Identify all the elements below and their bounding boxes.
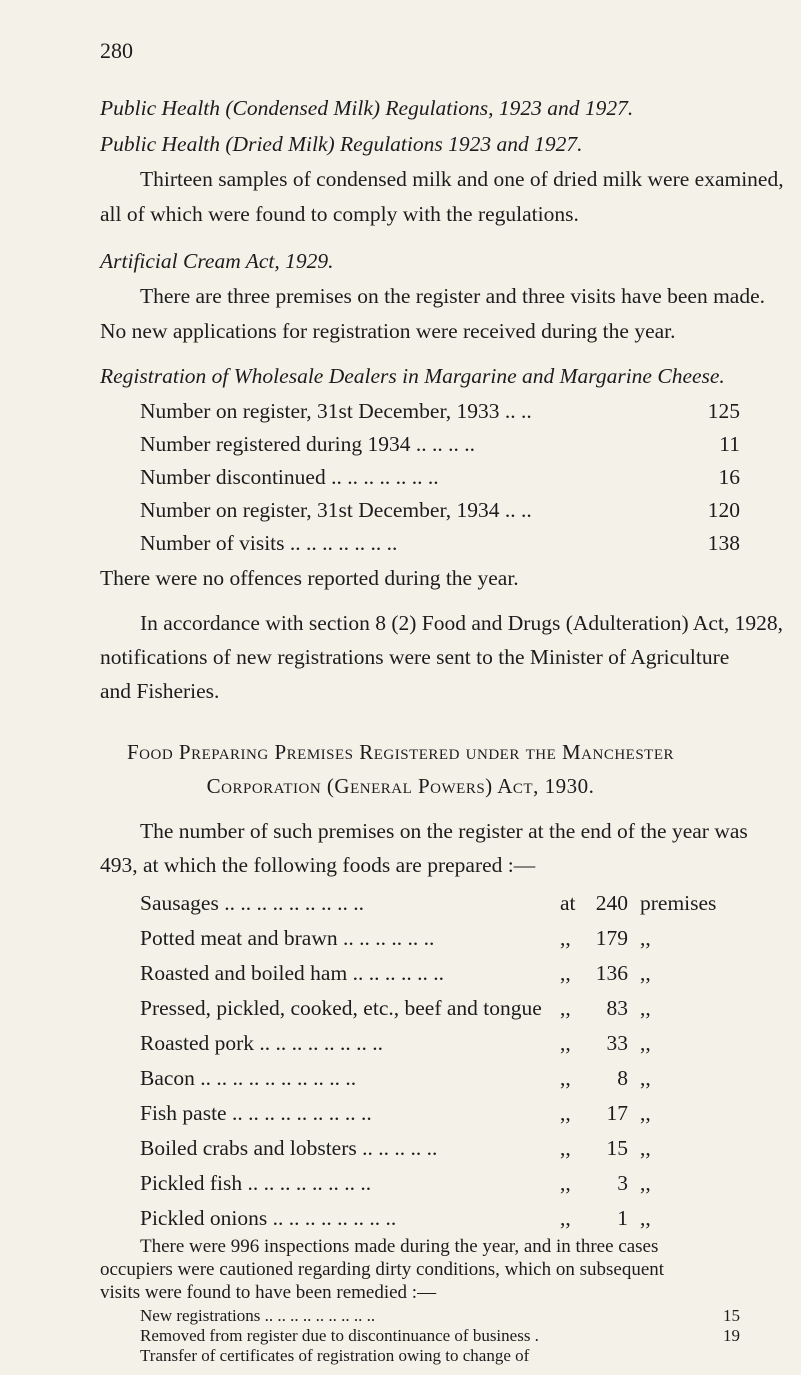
food-unit: ,, — [640, 1101, 651, 1125]
food-at: ,, — [560, 961, 571, 985]
paragraph-line: occupiers were cautioned regarding dirty conditions, which on subsequent — [100, 1259, 665, 1280]
page-number: 280 — [100, 38, 133, 63]
paragraph-line: No new applications for registration were received during the year. — [100, 319, 676, 343]
paragraph-line: and Fisheries. — [100, 679, 220, 703]
row-label: Removed from register due to discontinuance of business . — [140, 1326, 539, 1345]
row-value: 125 — [707, 399, 740, 423]
food-unit: ,, — [640, 996, 651, 1020]
section-heading-food-premises-act: Corporation (General Powers) Act, 1930. — [206, 774, 595, 798]
food-count: 136 — [595, 961, 628, 985]
food-unit: ,, — [640, 1206, 651, 1230]
food-unit: ,, — [640, 1066, 651, 1090]
row-label: Number registered during 1934 .. .. .. .. — [140, 432, 475, 456]
food-label: Roasted and boiled ham .. .. .. .. .. .. — [140, 961, 444, 985]
food-count: 8 — [617, 1066, 628, 1090]
row-label: Number on register, 31st December, 1933 .. .. — [140, 399, 532, 423]
food-at: ,, — [560, 1171, 571, 1195]
paragraph-line: There were 996 inspections made during the year, and in three cases — [140, 1236, 659, 1257]
food-label: Bacon .. .. .. .. .. .. .. .. .. .. — [140, 1066, 357, 1090]
food-label: Potted meat and brawn .. .. .. .. .. .. — [140, 926, 435, 950]
food-at: ,, — [560, 1136, 571, 1160]
registration-row — [140, 1326, 740, 1345]
food-label: Pickled onions .. .. .. .. .. .. .. .. — [140, 1206, 397, 1230]
food-unit: premises — [640, 891, 717, 915]
paragraph-line: In accordance with section 8 (2) Food and Drugs (Adulteration) Act, 1928, — [140, 611, 784, 635]
paragraph-line: There are three premises on the register and three visits have been made. — [140, 284, 766, 308]
food-count: 83 — [606, 996, 628, 1020]
section-heading-food-premises: Food Preparing Premises Registered under the Manchester — [126, 740, 674, 764]
food-count: 33 — [606, 1031, 628, 1055]
paragraph-line: Transfer of certificates of registration owing to change of — [140, 1346, 530, 1365]
food-unit: ,, — [640, 1136, 651, 1160]
food-unit: ,, — [640, 926, 651, 950]
section-heading-dried-milk: Public Health (Dried Milk) Regulations 1923 and 1927. — [100, 132, 583, 156]
row-label: Number discontinued .. .. .. .. .. .. .. — [140, 465, 439, 489]
row-label: Number of visits .. .. .. .. .. .. .. — [140, 531, 398, 555]
paragraph-line: The number of such premises on the register at the end of the year was — [140, 819, 748, 843]
section-heading-condensed-milk: Public Health (Condensed Milk) Regulations, 1923 and 1927. — [100, 96, 634, 120]
food-label: Fish paste .. .. .. .. .. .. .. .. .. — [140, 1101, 372, 1125]
paragraph-line: 493, at which the following foods are prepared :— — [100, 853, 536, 877]
row-value: 120 — [707, 498, 740, 522]
food-unit: ,, — [640, 1171, 651, 1195]
row-label: New registrations .. .. .. .. .. .. .. .. .. — [140, 1306, 376, 1325]
row-value: 16 — [718, 465, 740, 489]
food-label: Sausages .. .. .. .. .. .. .. .. .. — [140, 891, 364, 915]
food-at: at — [560, 891, 576, 915]
food-label: Pickled fish .. .. .. .. .. .. .. .. — [140, 1171, 372, 1195]
food-count: 15 — [606, 1136, 628, 1160]
food-label: Roasted pork .. .. .. .. .. .. .. .. — [140, 1031, 384, 1055]
section-heading-artificial-cream: Artificial Cream Act, 1929. — [100, 249, 334, 273]
paragraph-line: Thirteen samples of condensed milk and one of dried milk were examined, — [140, 167, 784, 191]
paragraph-line: notifications of new registrations were sent to the Minister of Agriculture — [100, 645, 730, 669]
food-count: 179 — [595, 926, 628, 950]
food-label: Boiled crabs and lobsters .. .. .. .. .. — [140, 1136, 438, 1160]
food-unit: ,, — [640, 961, 651, 985]
food-at: ,, — [560, 1066, 571, 1090]
food-at: ,, — [560, 1031, 571, 1055]
food-at: ,, — [560, 996, 571, 1020]
section-heading-margarine: Registration of Wholesale Dealers in Margarine and Margarine Cheese. — [100, 364, 725, 388]
row-value: 15 — [723, 1306, 740, 1325]
paragraph-line: visits were found to have been remedied :— — [100, 1282, 437, 1303]
food-count: 1 — [617, 1206, 628, 1230]
food-count: 240 — [595, 891, 628, 915]
food-at: ,, — [560, 926, 571, 950]
food-unit: ,, — [640, 1031, 651, 1055]
row-value: 138 — [707, 531, 740, 555]
paragraph-line: There were no offences reported during the year. — [100, 566, 519, 590]
paragraph-line: all of which were found to comply with the regulations. — [100, 202, 579, 226]
food-at: ,, — [560, 1101, 571, 1125]
food-label: Pressed, pickled, cooked, etc., beef and tongue — [140, 996, 542, 1020]
row-value: 11 — [719, 432, 740, 456]
row-value: 19 — [723, 1326, 740, 1345]
food-count: 17 — [606, 1101, 628, 1125]
row-label: Number on register, 31st December, 1934 .. .. — [140, 498, 532, 522]
food-count: 3 — [617, 1171, 628, 1195]
food-at: ,, — [560, 1206, 571, 1230]
